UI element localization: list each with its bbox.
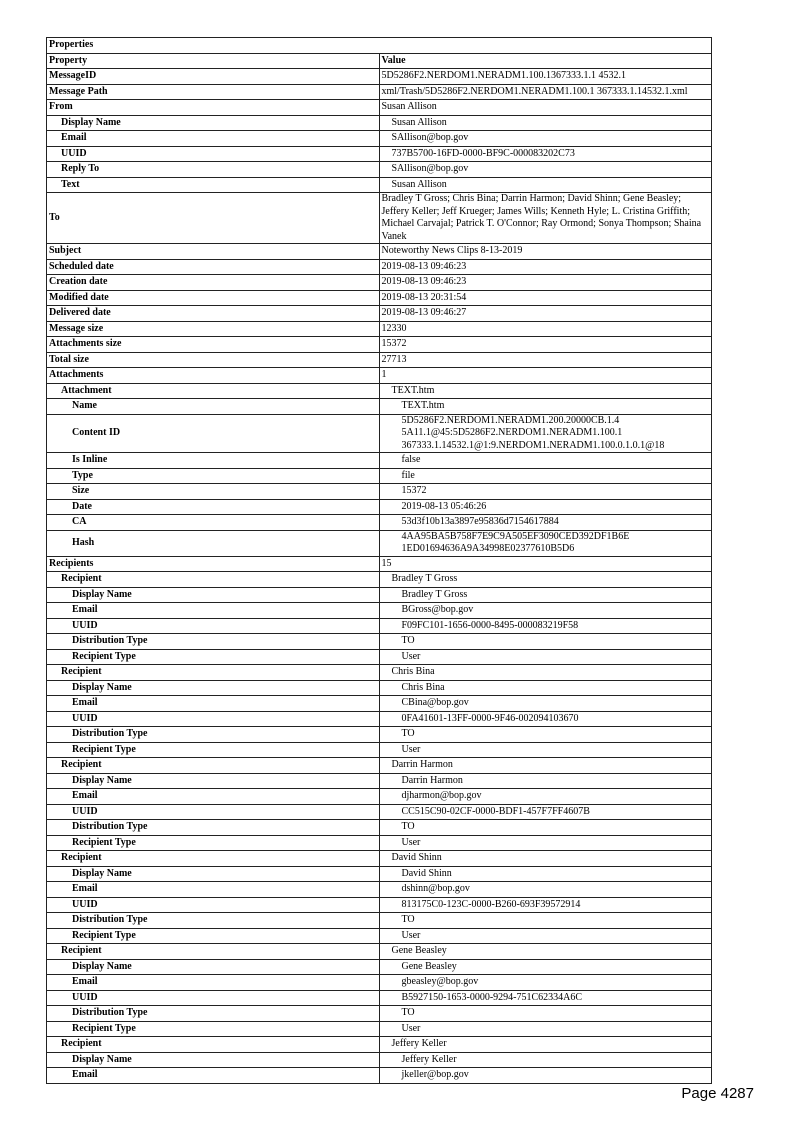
property-row — [47, 665, 712, 681]
property-row — [47, 1037, 712, 1053]
property-row — [47, 468, 712, 484]
property-row — [47, 69, 712, 85]
property-row — [47, 244, 712, 260]
property-name: Distribution Type — [47, 913, 380, 929]
property-row — [47, 572, 712, 588]
property-row — [47, 453, 712, 469]
property-name: From — [47, 100, 380, 116]
property-value: TO — [379, 820, 712, 836]
property-name: Message Path — [47, 84, 380, 100]
property-name: Recipient Type — [47, 1021, 380, 1037]
property-name: Attachments size — [47, 337, 380, 353]
property-name: UUID — [47, 146, 380, 162]
property-name: Distribution Type — [47, 727, 380, 743]
property-name: Distribution Type — [47, 1006, 380, 1022]
property-value: 15372 — [379, 337, 712, 353]
property-name: Subject — [47, 244, 380, 260]
property-name: Date — [47, 499, 380, 515]
property-row — [47, 530, 712, 556]
property-row — [47, 368, 712, 384]
property-row — [47, 484, 712, 500]
property-row — [47, 758, 712, 774]
property-value: BGross@bop.gov — [379, 603, 712, 619]
property-name: Recipient Type — [47, 928, 380, 944]
property-row — [47, 383, 712, 399]
property-row — [47, 1052, 712, 1068]
property-value: gbeasley@bop.gov — [379, 975, 712, 991]
property-name: Email — [47, 975, 380, 991]
property-name: Attachments — [47, 368, 380, 384]
property-column-header: Property — [47, 53, 380, 69]
property-row — [47, 649, 712, 665]
property-name: Email — [47, 882, 380, 898]
table-header-row — [47, 53, 712, 69]
property-name: Email — [47, 131, 380, 147]
property-value: 737B5700-16FD-0000-BF9C-000083202C73 — [379, 146, 712, 162]
property-name: Attachment — [47, 383, 380, 399]
property-name: Display Name — [47, 1052, 380, 1068]
property-name: MessageID — [47, 69, 380, 85]
property-name: Is Inline — [47, 453, 380, 469]
property-name: Email — [47, 1068, 380, 1084]
property-name: Recipient — [47, 572, 380, 588]
property-row — [47, 193, 712, 244]
property-value: Susan Allison — [379, 100, 712, 116]
property-name: UUID — [47, 618, 380, 634]
property-value: TEXT.htm — [379, 399, 712, 415]
property-name: Display Name — [47, 773, 380, 789]
property-value: Jeffery Keller — [379, 1037, 712, 1053]
property-row — [47, 515, 712, 531]
property-name: UUID — [47, 990, 380, 1006]
property-name: Reply To — [47, 162, 380, 178]
property-row — [47, 913, 712, 929]
property-row — [47, 618, 712, 634]
property-name: Recipient Type — [47, 649, 380, 665]
property-name: Hash — [47, 530, 380, 556]
property-row — [47, 259, 712, 275]
property-name: Message size — [47, 321, 380, 337]
property-value: David Shinn — [379, 866, 712, 882]
property-row — [47, 944, 712, 960]
property-value: TO — [379, 1006, 712, 1022]
property-value: F09FC101-1656-0000-8495-000083219F58 — [379, 618, 712, 634]
property-row — [47, 866, 712, 882]
property-value: User — [379, 1021, 712, 1037]
property-name: Email — [47, 789, 380, 805]
property-value: B5927150-1653-0000-9294-751C62334A6C — [379, 990, 712, 1006]
property-value: Noteworthy News Clips 8-13-2019 — [379, 244, 712, 260]
property-value: Gene Beasley — [379, 944, 712, 960]
property-row — [47, 804, 712, 820]
property-value: Darrin Harmon — [379, 773, 712, 789]
property-value: TO — [379, 634, 712, 650]
property-row — [47, 959, 712, 975]
property-value: jkeller@bop.gov — [379, 1068, 712, 1084]
property-value: User — [379, 835, 712, 851]
property-value: SAllison@bop.gov — [379, 162, 712, 178]
property-name: Display Name — [47, 680, 380, 696]
property-name: To — [47, 193, 380, 244]
property-row — [47, 306, 712, 322]
property-row — [47, 84, 712, 100]
property-row — [47, 727, 712, 743]
property-value: TO — [379, 913, 712, 929]
property-row — [47, 820, 712, 836]
property-value: 813175C0-123C-0000-B260-693F39572914 — [379, 897, 712, 913]
property-row — [47, 131, 712, 147]
properties-table-body — [47, 38, 712, 1084]
property-row — [47, 789, 712, 805]
properties-table — [46, 37, 712, 1084]
property-value: TEXT.htm — [379, 383, 712, 399]
property-name: Name — [47, 399, 380, 415]
property-value: xml/Trash/5D5286F2.NERDOM1.NERADM1.100.1 367333.1.14532.1.xml — [379, 84, 712, 100]
property-row — [47, 990, 712, 1006]
property-name: Total size — [47, 352, 380, 368]
property-value: Darrin Harmon — [379, 758, 712, 774]
property-value: dshinn@bop.gov — [379, 882, 712, 898]
property-row — [47, 742, 712, 758]
property-name: UUID — [47, 711, 380, 727]
property-name: Recipients — [47, 556, 380, 572]
property-name: Recipient Type — [47, 835, 380, 851]
property-value: 5D5286F2.NERDOM1.NERADM1.200.20000CB.1.4 5A11.1@45:5D5286F2.NERDOM1.NERADM1.100.1 367333.1.14532.1@1:9.NERDOM1.NERADM1.100.0.1.0.1@18 — [379, 414, 712, 453]
property-value: CC515C90-02CF-0000-BDF1-457F7FF4607B — [379, 804, 712, 820]
property-value: Bradley T Gross — [379, 572, 712, 588]
property-row — [47, 100, 712, 116]
property-name: Display Name — [47, 587, 380, 603]
property-value: 2019-08-13 05:46:26 — [379, 499, 712, 515]
property-value: 15372 — [379, 484, 712, 500]
property-row — [47, 773, 712, 789]
property-value: 2019-08-13 09:46:23 — [379, 275, 712, 291]
property-row — [47, 162, 712, 178]
property-row — [47, 603, 712, 619]
property-row — [47, 115, 712, 131]
property-name: CA — [47, 515, 380, 531]
property-name: Delivered date — [47, 306, 380, 322]
property-row — [47, 414, 712, 453]
property-name: Distribution Type — [47, 820, 380, 836]
property-row — [47, 975, 712, 991]
property-value: 0FA41601-13FF-0000-9F46-002094103670 — [379, 711, 712, 727]
property-value: 2019-08-13 20:31:54 — [379, 290, 712, 306]
property-value: CBina@bop.gov — [379, 696, 712, 712]
property-name: Recipient — [47, 944, 380, 960]
property-row — [47, 556, 712, 572]
property-row — [47, 321, 712, 337]
table-title: Properties — [47, 38, 712, 54]
property-value: false — [379, 453, 712, 469]
property-row — [47, 1006, 712, 1022]
property-row — [47, 146, 712, 162]
property-value: 12330 — [379, 321, 712, 337]
property-row — [47, 1068, 712, 1084]
property-value: David Shinn — [379, 851, 712, 867]
property-value: 15 — [379, 556, 712, 572]
property-row — [47, 928, 712, 944]
property-name: Recipient — [47, 665, 380, 681]
property-name: Type — [47, 468, 380, 484]
property-value: Chris Bina — [379, 680, 712, 696]
property-value: Jeffery Keller — [379, 1052, 712, 1068]
property-row — [47, 499, 712, 515]
property-row — [47, 399, 712, 415]
property-row — [47, 680, 712, 696]
property-name: Display Name — [47, 959, 380, 975]
property-name: Modified date — [47, 290, 380, 306]
property-name: Creation date — [47, 275, 380, 291]
property-name: Content ID — [47, 414, 380, 453]
property-value: User — [379, 649, 712, 665]
property-row — [47, 851, 712, 867]
property-name: Display Name — [47, 115, 380, 131]
property-name: Display Name — [47, 866, 380, 882]
property-value: file — [379, 468, 712, 484]
property-value: 5D5286F2.NERDOM1.NERADM1.100.1367333.1.1 4532.1 — [379, 69, 712, 85]
property-row — [47, 275, 712, 291]
property-value: TO — [379, 727, 712, 743]
property-name: UUID — [47, 897, 380, 913]
property-value: 1 — [379, 368, 712, 384]
property-row — [47, 587, 712, 603]
property-value: 2019-08-13 09:46:27 — [379, 306, 712, 322]
property-row — [47, 711, 712, 727]
property-value: Gene Beasley — [379, 959, 712, 975]
property-row — [47, 696, 712, 712]
table-title-row — [47, 38, 712, 54]
value-column-header: Value — [379, 53, 712, 69]
property-value: SAllison@bop.gov — [379, 131, 712, 147]
property-name: Recipient — [47, 851, 380, 867]
property-row — [47, 177, 712, 193]
property-row — [47, 897, 712, 913]
property-value: Chris Bina — [379, 665, 712, 681]
property-name: UUID — [47, 804, 380, 820]
property-value: djharmon@bop.gov — [379, 789, 712, 805]
property-name: Distribution Type — [47, 634, 380, 650]
property-name: Size — [47, 484, 380, 500]
property-value: 27713 — [379, 352, 712, 368]
property-name: Recipient — [47, 758, 380, 774]
property-row — [47, 634, 712, 650]
property-value: 2019-08-13 09:46:23 — [379, 259, 712, 275]
property-row — [47, 337, 712, 353]
property-value: Susan Allison — [379, 115, 712, 131]
property-value: User — [379, 742, 712, 758]
property-value: Susan Allison — [379, 177, 712, 193]
property-row — [47, 835, 712, 851]
property-name: Recipient Type — [47, 742, 380, 758]
property-name: Text — [47, 177, 380, 193]
property-value: User — [379, 928, 712, 944]
property-value: 53d3f10b13a3897e95836d7154617884 — [379, 515, 712, 531]
property-name: Recipient — [47, 1037, 380, 1053]
page-number: Page 4287 — [681, 1085, 754, 1102]
property-row — [47, 882, 712, 898]
property-name: Email — [47, 696, 380, 712]
property-name: Scheduled date — [47, 259, 380, 275]
property-value: Bradley T Gross — [379, 587, 712, 603]
property-row — [47, 1021, 712, 1037]
property-value: 4AA95BA5B758F7E9C9A505EF3090CED392DF1B6E 1ED01694636A9A34998E02377610B5D6 — [379, 530, 712, 556]
property-name: Email — [47, 603, 380, 619]
property-value: Bradley T Gross; Chris Bina; Darrin Harmon; David Shinn; Gene Beasley; Jeffery Keller; Jeff Krueger; James Wills; Kenneth Hyle; L. Cristina Griffith; Michael Carvajal; Patrick T. O'Connor; Ray Ormond; Sonya Thompson; Shaina Vanek — [379, 193, 712, 244]
property-row — [47, 290, 712, 306]
property-row — [47, 352, 712, 368]
